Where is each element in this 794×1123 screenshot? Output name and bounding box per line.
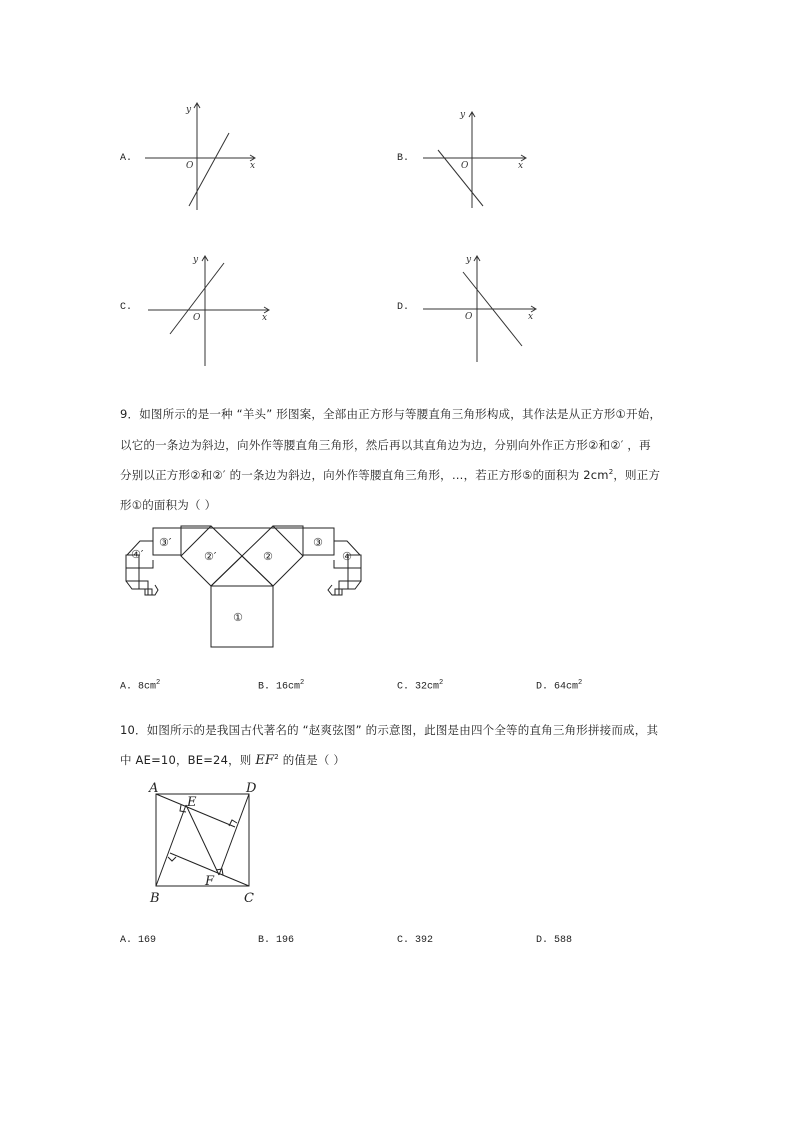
- origin-label: O: [193, 313, 201, 323]
- origin-label: O: [465, 312, 473, 322]
- y-axis-label: y: [466, 255, 472, 265]
- question-text-line: 分别以正方形②和②′ 的一条边为斜边，向外作等腰直角三角形，…，若正方形⑤的面积为 $2cm^2$，则正方: [120, 468, 661, 482]
- y-axis-label: y: [186, 105, 192, 115]
- question-text-line: 以它的一条边为斜边，向外作等腰直角三角形，然后再以其直角边为边，分别向外作正方形②和②′ ，再: [120, 438, 651, 452]
- point-c-label: C: [244, 891, 254, 906]
- square-2-label: ②: [263, 550, 273, 563]
- y-axis-label: y: [193, 255, 199, 265]
- x-axis-label: x: [262, 313, 268, 323]
- point-a-label: A: [149, 781, 159, 796]
- option-letter: B.: [397, 153, 410, 164]
- option-letter: D.: [397, 302, 410, 313]
- point-d-label: D: [246, 781, 257, 796]
- origin-label: O: [186, 161, 194, 171]
- square-4-label: ④: [342, 550, 352, 563]
- question-text-line: 中 AE=10，BE=24，则 $EF^2$ 的值是（ ）: [120, 753, 346, 768]
- x-axis-label: x: [250, 161, 256, 171]
- origin-label: O: [461, 161, 469, 171]
- option-a[interactable]: A. $8cm^2$: [120, 679, 161, 693]
- option-d[interactable]: D. $64cm^2$: [536, 679, 583, 693]
- square-4p-label: ④′: [131, 548, 144, 561]
- point-f-label: F: [205, 874, 215, 889]
- square-3-label: ③: [313, 536, 323, 549]
- square-1-label: ①: [233, 611, 243, 624]
- question-text-line: 9．如图所示的是一种 “羊头” 形图案，全部由正方形与等腰直角三角形构成，其作法是从正方形①开始，: [120, 407, 662, 421]
- option-a[interactable]: A. 169: [120, 935, 157, 946]
- point-e-label: E: [187, 795, 197, 810]
- square-3p-label: ③′: [159, 536, 172, 549]
- option-c[interactable]: C. $32cm^2$: [397, 679, 444, 693]
- option-b[interactable]: B. 196: [258, 935, 295, 946]
- point-b-label: B: [150, 891, 160, 906]
- option-letter: C.: [120, 302, 133, 313]
- x-axis-label: x: [518, 161, 524, 171]
- option-b[interactable]: B. $16cm^2$: [258, 679, 305, 693]
- option-d[interactable]: D. 588: [536, 935, 573, 946]
- option-c[interactable]: C. 392: [397, 935, 434, 946]
- question-text-line: 10．如图所示的是我国古代著名的 “赵爽弦图” 的示意图，此图是由四个全等的直角三角形拼接而成，其: [120, 723, 659, 737]
- question-text-line: 形①的面积为（ ）: [120, 498, 217, 512]
- square-2p-label: ②′: [204, 550, 217, 563]
- x-axis-label: x: [528, 312, 534, 322]
- option-letter: A.: [120, 153, 133, 164]
- y-axis-label: y: [460, 110, 466, 120]
